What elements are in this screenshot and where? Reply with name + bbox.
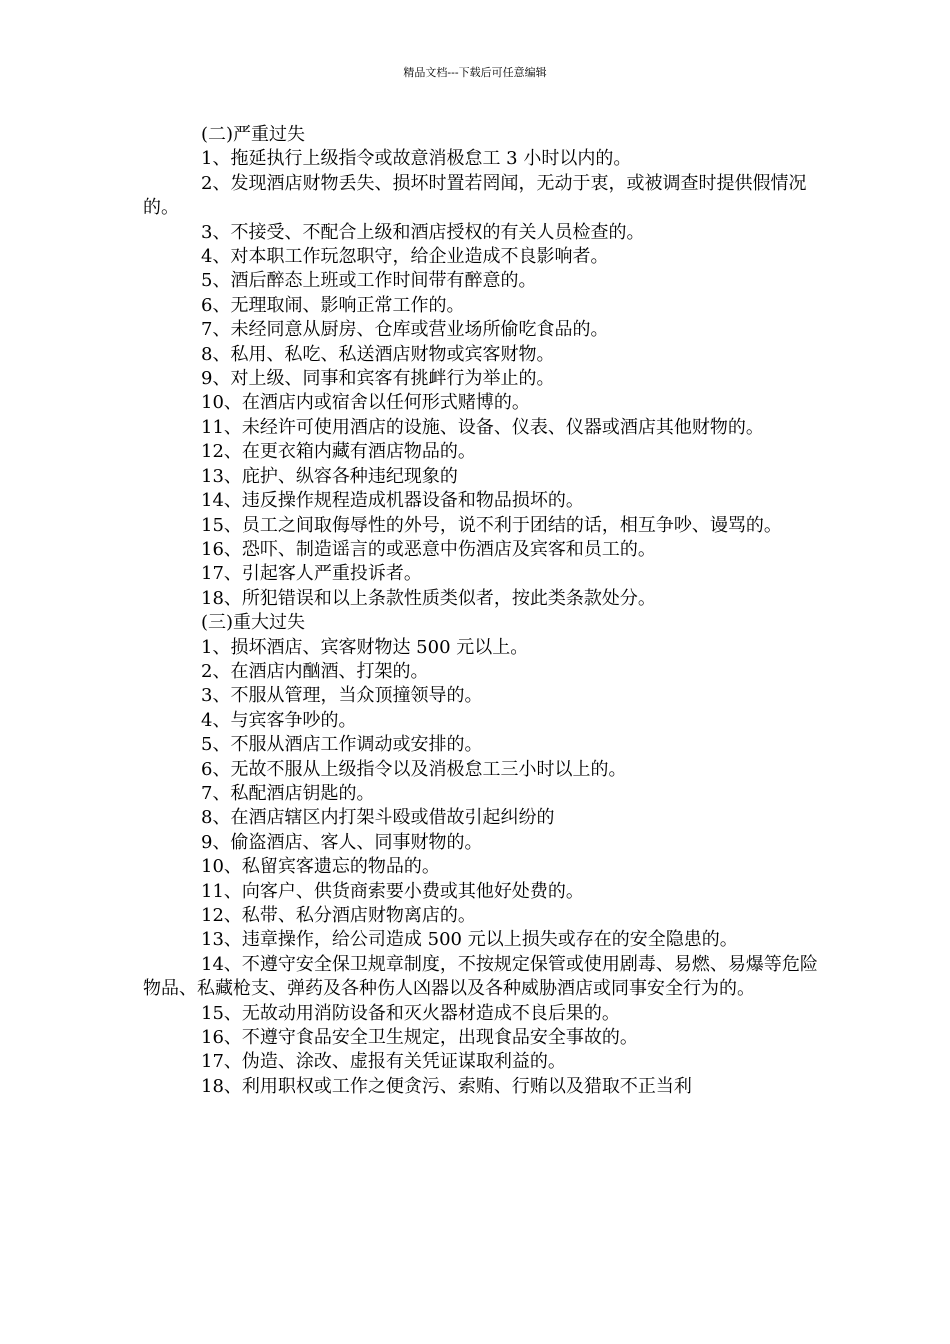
list-item: 15、无故动用消防设备和灭火器材造成不良后果的。 (201, 1002, 620, 1024)
list-item: 13、违章操作，给公司造成 500 元以上损失或存在的安全隐患的。 (201, 929, 738, 951)
list-item: 18、利用职权或工作之便贪污、索贿、行贿以及猎取不正当利 (201, 1075, 692, 1097)
list-item: 15、员工之间取侮辱性的外号，说不利于团结的话，相互争吵、谩骂的。 (201, 514, 782, 536)
list-item: 2、发现酒店财物丢失、损坏时置若罔闻，无动于衷，或被调查时提供假情况的。 (143, 172, 807, 219)
section-heading-major-fault: (三)重大过失 (201, 612, 306, 634)
list-item: 17、引起客人严重投诉者。 (201, 563, 422, 585)
list-item: 5、酒后醉态上班或工作时间带有醉意的。 (201, 270, 537, 292)
list-item: 7、未经同意从厨房、仓库或营业场所偷吃食品的。 (201, 319, 609, 341)
list-item: 5、不服从酒店工作调动或安排的。 (201, 734, 483, 756)
list-item: 12、在更衣箱内藏有酒店物品的。 (201, 441, 476, 463)
list-item: 8、在酒店辖区内打架斗殴或借故引起纠纷的 (201, 807, 555, 829)
list-item: 9、偷盗酒店、客人、同事财物的。 (201, 831, 483, 853)
section-heading-serious-fault: (二)严重过失 (201, 124, 306, 145)
list-item: 14、不遵守安全保卫规章制度，不按规定保管或使用剧毒、易燃、易爆等危险物品、私藏枪支、弹药及各种伤人凶器以及各种威胁酒店或同事安全行为的。 (143, 953, 818, 1000)
list-item: 11、向客户、供货商索要小费或其他好处费的。 (201, 880, 584, 902)
list-item: 17、伪造、涂改、虚报有关凭证谋取利益的。 (201, 1051, 566, 1073)
list-item: 6、无理取闹、影响正常工作的。 (201, 294, 465, 316)
list-item: 14、违反操作规程造成机器设备和物品损坏的。 (201, 490, 584, 512)
list-item: 4、对本职工作玩忽职守，给企业造成不良影响者。 (201, 246, 609, 268)
list-item: 3、不接受、不配合上级和酒店授权的有关人员检查的。 (201, 221, 645, 243)
list-item: 16、恐吓、制造谣言的或恶意中伤酒店及宾客和员工的。 (201, 538, 656, 560)
list-item: 2、在酒店内酗酒、打架的。 (201, 660, 429, 682)
list-item: 18、所犯错误和以上条款性质类似者，按此类条款处分。 (201, 587, 656, 609)
list-item: 4、与宾客争吵的。 (201, 709, 357, 731)
list-item: 6、无故不服从上级指令以及消极怠工三小时以上的。 (201, 758, 627, 780)
list-item: 11、未经许可使用酒店的设施、设备、仪表、仪器或酒店其他财物的。 (201, 416, 764, 438)
list-item: 13、庇护、纵容各种违纪现象的 (201, 465, 458, 487)
list-item: 12、私带、私分酒店财物离店的。 (201, 905, 476, 926)
list-item: 10、在酒店内或宿舍以任何形式赌博的。 (201, 392, 530, 414)
list-item: 9、对上级、同事和宾客有挑衅行为举止的。 (201, 368, 555, 390)
list-item: 1、损坏酒店、宾客财物达 500 元以上。 (201, 636, 529, 658)
list-item: 10、私留宾客遗忘的物品的。 (201, 856, 440, 878)
document-body (143, 123, 825, 1099)
list-item: 8、私用、私吃、私送酒店财物或宾客财物。 (201, 343, 555, 365)
page-header: 精品文档---下载后可任意编辑 (403, 66, 547, 79)
list-item: 7、私配酒店钥匙的。 (201, 782, 375, 804)
list-item: 16、不遵守食品安全卫生规定，出现食品安全事故的。 (201, 1027, 638, 1049)
list-item: 3、不服从管理，当众顶撞领导的。 (201, 685, 483, 707)
list-item: 1、拖延执行上级指令或故意消极怠工 3 小时以内的。 (201, 148, 632, 170)
